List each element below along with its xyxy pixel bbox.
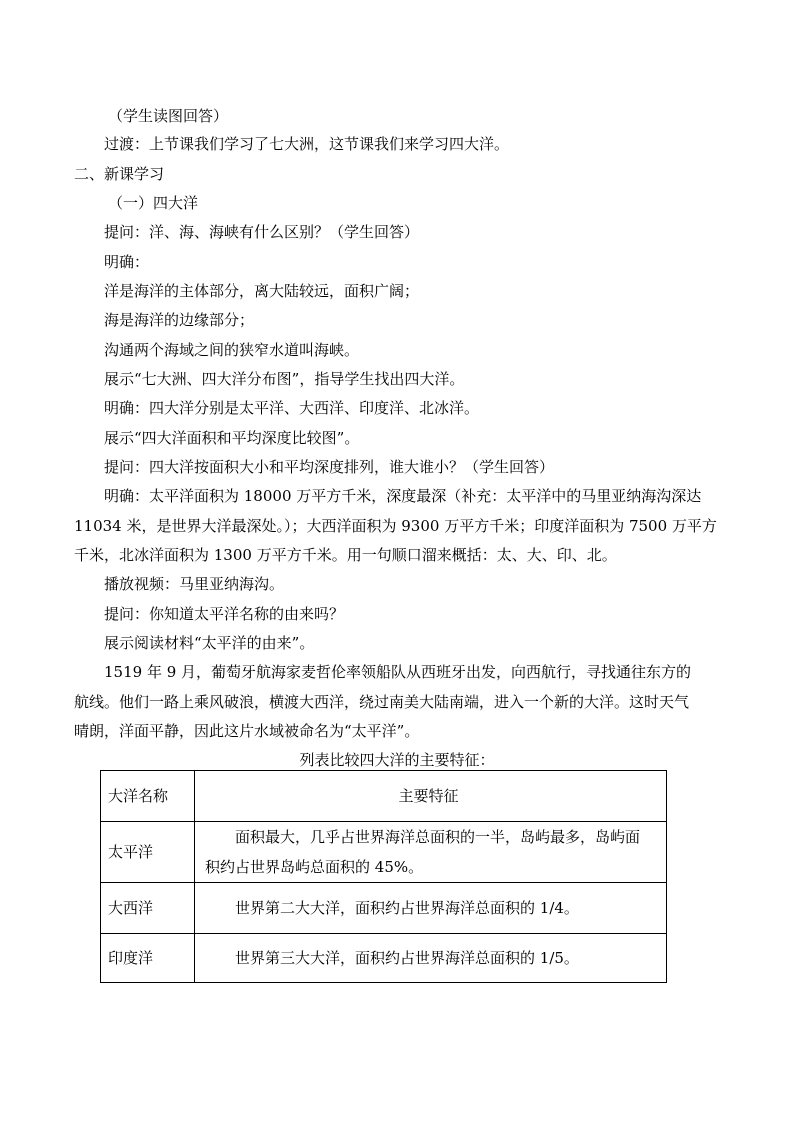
- text-line: 展示阅读材料“太平洋的由来”。: [104, 634, 315, 652]
- ocean-feature-cell: [195, 822, 667, 883]
- text-line: 洋是海洋的主体部分，离大陆较远，面积广阔；: [104, 282, 420, 300]
- text-line: 提问：洋、海、海峡有什么区别？（学生回答）: [104, 223, 420, 241]
- table-header-cell: 主要特征: [195, 771, 667, 822]
- text-line: 11034 米，是世界大洋最深处。）；大西洋面积为 9300 万平方千米；印度洋面积为 7500 万平方: [74, 517, 717, 535]
- feature-line: 积约占世界岛屿总面积的 45%。: [205, 858, 424, 876]
- text-line: 明确：太平洋面积为 18000 万平方千米，深度最深（补充：太平洋中的马里亚纳海沟深达: [104, 487, 702, 505]
- table-caption: 列表比较四大洋的主要特征：: [299, 751, 495, 769]
- table-header-cell: 大洋名称: [101, 771, 195, 822]
- table-row: [101, 883, 667, 934]
- table-row: [101, 822, 667, 883]
- section-heading: 二、新课学习: [74, 165, 165, 183]
- text-line: 展示“七大洲、四大洋分布图”，指导学生找出四大洋。: [104, 370, 465, 388]
- text-line: 沟通两个海域之间的狭窄水道叫海峡。: [104, 341, 360, 359]
- text-line: 明确：四大洋分别是太平洋、大西洋、印度洋、北冰洋。: [104, 399, 480, 417]
- text-line: 过渡：上节课我们学习了七大洲，这节课我们来学习四大洋。: [104, 135, 510, 153]
- ocean-feature-cell: [195, 934, 667, 983]
- text-line: 明确：: [104, 253, 150, 271]
- text-line: 晴朗，洋面平静，因此这片水域被命名为“太平洋”。: [74, 722, 420, 740]
- ocean-features-table: [100, 770, 667, 983]
- table-header-row: [101, 771, 667, 822]
- feature-text: 面积最大，几乎占世界海洋总面积的一半，岛屿最多，岛屿面: [235, 828, 641, 846]
- ocean-name-cell: 印度洋: [101, 934, 195, 983]
- text-line: 海是海洋的边缘部分；: [104, 311, 255, 329]
- text-line: 播放视频：马里亚纳海沟。: [104, 575, 285, 593]
- ocean-name-cell: 太平洋: [101, 822, 195, 883]
- text-line: 提问：你知道太平洋名称的由来吗？: [104, 605, 345, 623]
- table-row: [101, 934, 667, 983]
- feature-text: 世界第三大大洋，面积约占世界海洋总面积的 1/5。: [235, 949, 579, 967]
- ocean-feature-cell: [195, 883, 667, 934]
- text-line: 提问：四大洋按面积大小和平均深度排列，谁大谁小？（学生回答）: [104, 458, 555, 476]
- text-line: 1519 年 9 月，葡萄牙航海家麦哲伦率领船队从西班牙出发，向西航行，寻找通往东方的: [104, 663, 692, 681]
- text-line: 千米，北冰洋面积为 1300 万平方千米。用一句顺口溜来概括：太、大、印、北。: [74, 546, 617, 564]
- subsection-heading: （一）四大洋: [108, 194, 199, 212]
- text-line: 展示“四大洋面积和平均深度比较图”。: [104, 429, 360, 447]
- ocean-name-cell: 大西洋: [101, 883, 195, 934]
- feature-line: [205, 822, 662, 852]
- text-line: 航线。他们一路上乘风破浪，横渡大西洋，绕过南美大陆南端，进入一个新的大洋。这时天气: [74, 693, 690, 711]
- feature-text: 世界第二大大洋，面积约占世界海洋总面积的 1/4。: [235, 899, 579, 917]
- text-line: （学生读图回答）: [108, 107, 229, 125]
